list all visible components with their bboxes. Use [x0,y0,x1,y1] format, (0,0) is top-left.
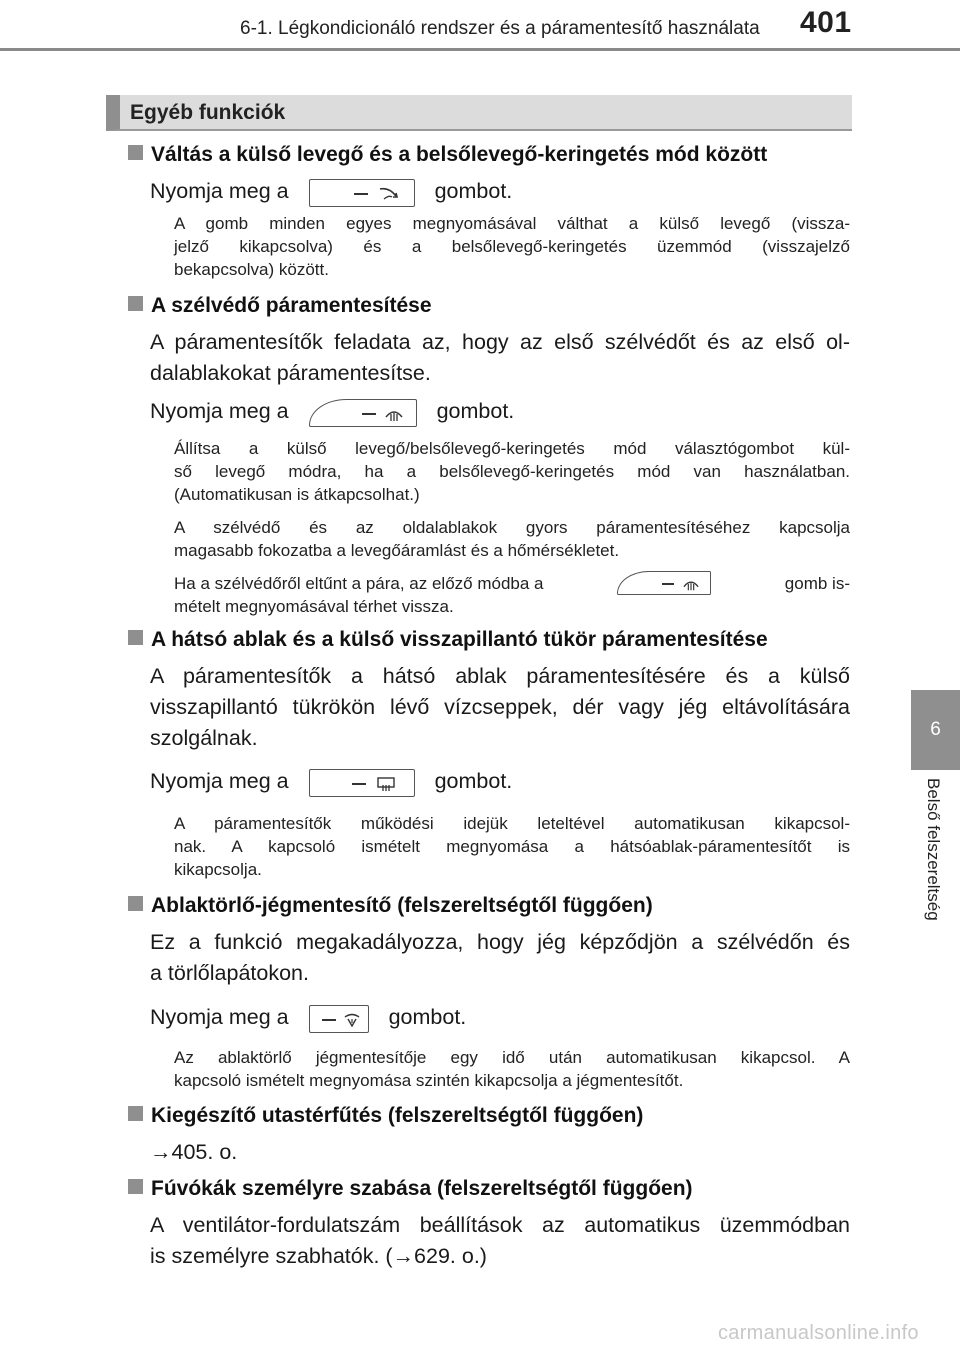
front-defroster-button [309,399,417,427]
heading-vent-customization: Fúvókák személyre szabása (felszereltségtől függően) [128,1177,693,1201]
heading-wiper-deicer: Ablaktörlő-jégmentesítő (felszereltségtől függően) [128,894,653,918]
heading-aux-heater: Kiegészítő utastérfűtés (felszereltségtől függően) [128,1104,643,1128]
ref-aux-heater: →405. o. [150,1140,238,1164]
page-number: 401 [800,6,852,39]
note-wiper-deicer: Az ablaktörlő jégmentesítője egy idő után automatikusan kikapcsol. A kapcsoló ismételt megnyomása szintén kikapcsolja a jégmentesítőt. [174,1048,850,1090]
wiper-deicer-icon [343,1011,361,1029]
bullet-square-icon [128,630,143,645]
rear-defroster-icon [376,775,396,793]
press-instruction: Nyomja meg a gombot. [150,1002,850,1033]
bullet-square-icon [128,296,143,311]
heading-recirculation: Váltás a külső levegő és a belsőlevegő-keringetés mód között [128,143,767,167]
wiper-deicer-button [309,1005,369,1033]
press-instruction: Nyomja meg a gombot. [150,766,850,797]
heading-windshield-defog: A szélvédő páramentesítése [128,294,432,318]
chapter-label: Belső felszereltség [924,778,943,921]
chapter-number: 6 [911,690,960,770]
note-rear-defog: A páramentesítők működési idejük leteltével automatikusan kikapcsol- nak. A kapcsoló ismételt megnyomása a hátsóablak-páramentesítőt is kikapcsolja. [174,814,850,879]
front-defroster-icon [384,405,404,423]
note-windshield-3: Ha a szélvédőről eltűnt a pára, az előző módba a gomb is- mételt megnyomásával térhet vissza. [174,571,850,618]
recirculation-button [309,179,415,207]
section-title: Egyéb funkciók [130,101,286,124]
body-windshield-defog: A páramentesítők feladata az, hogy az első szélvédőt és az első ol- dalablakokat páramentesítse. [150,330,850,385]
front-defroster-icon [682,576,700,592]
header-rule [0,48,960,51]
rear-defroster-button [309,769,415,797]
body-rear-defog: A páramentesítők a hátsó ablak páramentesítésére és a külső visszapillantó tükrökön lévő vízcseppek, dér vagy jég eltávolítására szolgálnak. [150,664,850,750]
recirculation-icon [378,185,400,201]
body-wiper-deicer: Ez a funkció megakadályozza, hogy jég képződjön a szélvédőn és a törlőlapátokon. [150,930,850,985]
section-header [106,95,852,131]
body-vent-customization: A ventilátor-fordulatszám beállítások az automatikus üzemmódban is személyre szabhatók. (→629. o.) [150,1213,850,1268]
press-instruction: Nyomja meg a gombot. [150,176,850,207]
press-instruction: Nyomja meg a gombot. [150,396,850,427]
bullet-square-icon [128,145,143,160]
watermark: carmanualsonline.info [718,1322,919,1344]
front-defroster-button-inline [617,571,711,595]
header-title: 6-1. Légkondicionáló rendszer és a páramentesítő használata [240,18,760,39]
bullet-square-icon [128,1106,143,1121]
note-recirculation: A gomb minden egyes megnyomásával válthat a külső levegő (vissza- jelző kikapcsolva) és a belsőlevegő-keringetés üzemmód (visszajelző bekapcsolva) között. [174,214,850,279]
heading-rear-defog: A hátsó ablak és a külső visszapillantó tükör páramentesítése [128,628,768,652]
bullet-square-icon [128,896,143,911]
bullet-square-icon [128,1179,143,1194]
chapter-label-box [911,770,960,970]
note-windshield-1: Állítsa a külső levegő/belsőlevegő-keringetés mód választógombot kül- ső levegő módra, ha a belsőlevegő-keringetés mód van használatban. (Automatikusan is átkapcsolhat.) [174,439,850,504]
note-windshield-2: A szélvédő és az oldalablakok gyors páramentesítéséhez kapcsolja magasabb fokozatba a levegőáramlást és a hőmérsékletet. [174,518,850,560]
